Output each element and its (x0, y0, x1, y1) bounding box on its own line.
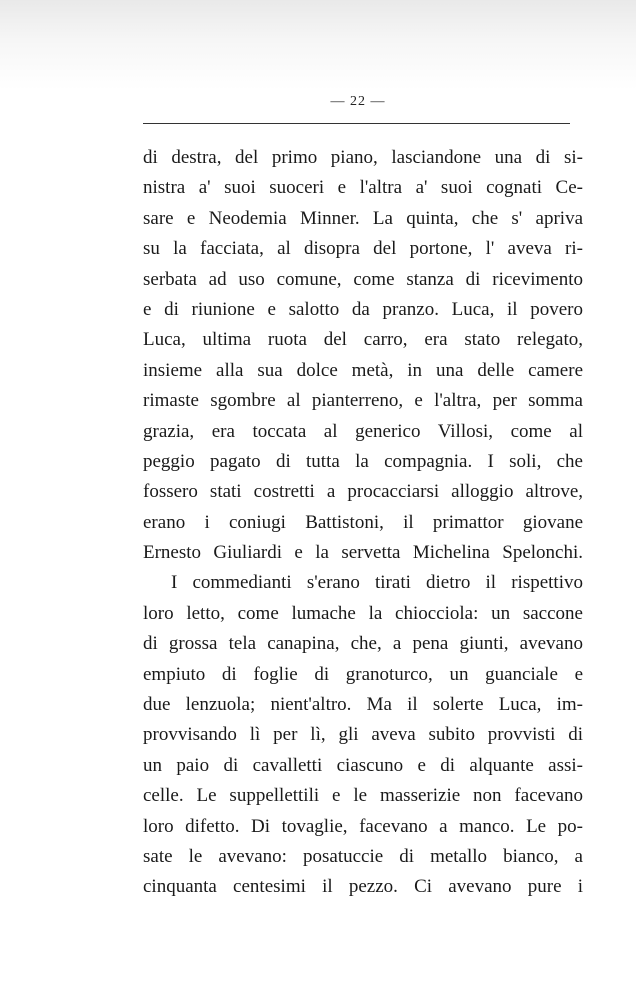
text-line: loro letto, come lumache la chiocciola: un saccone (143, 602, 583, 624)
text-line: Ernesto Giuliardi e la servetta Michelina Spelonchi. (143, 542, 583, 564)
text-line: su la facciata, al disopra del portone, l' aveva ri- (143, 238, 583, 260)
text-line: insieme alla sua dolce metà, in una delle camere (143, 359, 583, 381)
text-line: due lenzuola; nient'altro. Ma il solerte Luca, im- (143, 694, 583, 716)
text-line: I commedianti s'erano tirati dietro il rispettivo (171, 572, 583, 594)
text-line: grazia, era toccata al generico Villosi, come al (143, 420, 583, 442)
text-line: di destra, del primo piano, lasciandone una di si- (143, 147, 583, 168)
text-line: serbata ad uso comune, come stanza di ricevimento (143, 268, 583, 290)
body-text (143, 143, 583, 903)
header-rule (143, 123, 570, 124)
text-line: rimaste sgombre al pianterreno, e l'altra, per somma (143, 390, 583, 412)
text-line: cinquanta centesimi il pezzo. Ci avevano pure i (143, 876, 583, 898)
text-line: fossero stati costretti a procacciarsi alloggio altrove, (143, 481, 583, 503)
paragraph-2 (143, 568, 583, 902)
text-line: peggio pagato di tutta la compagnia. I soli, che (143, 450, 583, 472)
text-line: loro difetto. Di tovaglie, facevano a manco. Le po- (143, 815, 583, 837)
text-line: Luca, ultima ruota del carro, era stato relegato, (143, 329, 583, 351)
text-line: erano i coniugi Battistoni, il primattor giovane (143, 511, 583, 533)
text-line: provvisando lì per lì, gli aveva subito provvisti di (143, 724, 583, 746)
text-line: un paio di cavalletti ciascuno e di alquante assi- (143, 754, 583, 776)
page-number: — 22 — (330, 94, 386, 109)
text-line: nistra a' suoi suoceri e l'altra a' suoi cognati Ce- (143, 177, 583, 199)
paragraph-1 (143, 143, 583, 568)
text-line: sate le avevano: posatuccie di metallo bianco, a (143, 845, 583, 867)
text-line: empiuto di foglie di granoturco, un guanciale e (143, 663, 583, 685)
text-line: celle. Le suppellettili e le masserizie non facevano (143, 785, 583, 807)
text-line: di grossa tela canapina, che, a pena giunti, avevano (143, 633, 583, 655)
text-line: sare e Neodemia Minner. La quinta, che s' apriva (143, 207, 583, 229)
text-line: e di riunione e salotto da pranzo. Luca, il povero (143, 298, 583, 320)
